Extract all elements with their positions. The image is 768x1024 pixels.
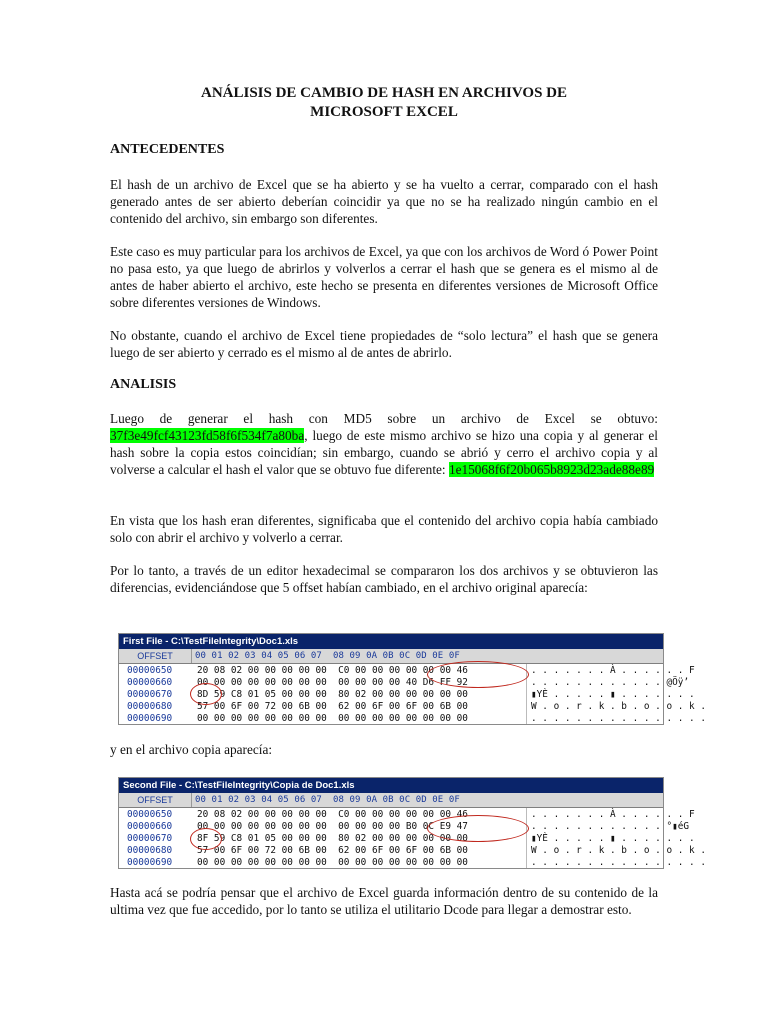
hex-row-bytes: 57 00 6F 00 72 00 6B 00 62 00 6F 00 6F 00 6B 00 xyxy=(197,701,468,712)
paragraph-2-text: Este caso es muy particular para los archivos de Excel, ya que con los archivos de Word ó Power Point no pasa esto, ya que luego de abrirlos y volverlos a cerrar el hash que se genera es el mismo al de antes de haber abierto el archivo, este hecho se presenta en diferentes versiones de Microsoft Office sobre diferentes versiones de Windows. xyxy=(110,244,658,310)
section-antecedentes xyxy=(110,141,658,158)
paragraph-3-text: No obstante, cuando el archivo de Excel tiene propiedades de “solo lectura” el hash que se genera luego de ser abierto y cerrado es el mismo al de antes de abrirlo. xyxy=(110,328,658,360)
hex-view-2-title: Second File - C:\TestFileIntegrity\Copia de Doc1.xls xyxy=(119,778,663,793)
paragraph-5-text: En vista que los hash eran diferentes, significaba que el contenido del archivo copia había cambiado solo con abrir el archivo y volverlo a cerrar. xyxy=(110,513,658,545)
hex-view-1-header xyxy=(119,649,663,664)
hex-row-ascii: . . . . . . . À . . . . . . F xyxy=(531,665,695,676)
hex-row-offset: 00000690 xyxy=(127,857,173,868)
paragraph-2 xyxy=(110,243,658,311)
hex-row-bytes: 00 00 00 00 00 00 00 00 00 00 00 00 40 D6 FF 92 xyxy=(197,677,468,688)
hex-row-ascii: . . . . . . . . . . . . . . . . xyxy=(531,857,706,868)
hex-row-ascii: . . . . . . . À . . . . . . F xyxy=(531,809,695,820)
paragraph-6-text: Por lo tanto, a través de un editor hexadecimal se compararon los dos archivos y se obtuvieron las diferencias, evidenciándose que 5 offset habían cambiado, en el archivo original aparecía: xyxy=(110,563,658,595)
hex-row-offset: 00000650 xyxy=(127,809,173,820)
paragraph-1-text: El hash de un archivo de Excel que se ha abierto y se ha vuelto a cerrar, comparado con el hash generado antes de ser abierto deberían coincidir ya que no se ha realizado ningún cambio en el contenido del archivo, sin embargo son diferentes. xyxy=(110,177,658,226)
paragraph-5 xyxy=(110,512,658,546)
hex-view-2-offset-header: OFFSET xyxy=(119,793,192,807)
highlight-ring-1b xyxy=(190,683,222,705)
hex-row-bytes: 20 08 02 00 00 00 00 00 C0 00 00 00 00 00 00 46 xyxy=(197,809,468,820)
hex-row-ascii: . . . . . . . . . . . . . . . . xyxy=(531,713,706,724)
hex-view-1-column-header: 00 01 02 03 04 05 06 07 08 09 0A 0B 0C 0D 0E 0F xyxy=(195,651,460,661)
hex-view-1-offset-header: OFFSET xyxy=(119,649,192,663)
paragraph-4-part-b: , luego de este mismo archivo se hizo una copia y al generar el hash sobre la copia estos coincidían; sin embargo, cuando se abrió y cerro el archivo copia y al volverse a calcular el hash el valor que se obtuvo fue diferente: xyxy=(110,428,658,477)
hash-modified: 1e15068f6f20b065b8923d23ade88e89 xyxy=(448,462,655,477)
hex-row-ascii: ▮YÈ . . . . . ▮ . . . . . . . xyxy=(531,833,695,844)
hex-view-first-file xyxy=(118,633,706,725)
paragraph-4-part-a: Luego de generar el hash con MD5 sobre un archivo de Excel se obtuvo: xyxy=(110,411,658,426)
hex-row-ascii: . . . . . . . . . . . . °▮éG xyxy=(531,821,690,832)
hex-row-bytes: 00 00 00 00 00 00 00 00 00 00 00 00 00 00 00 00 xyxy=(197,713,468,724)
hex-row-bytes: 00 00 00 00 00 00 00 00 00 00 00 00 B0 0C E9 47 xyxy=(197,821,468,832)
hex-row-ascii: W . o . r . k . b . o . o . k . xyxy=(531,701,706,712)
heading-analisis: ANALISIS xyxy=(110,377,177,392)
hex-row-offset: 00000680 xyxy=(127,845,173,856)
hex-row-offset: 00000670 xyxy=(127,833,173,844)
paragraph-4-text xyxy=(110,410,658,478)
paragraph-3 xyxy=(110,327,658,361)
hex-view-2-header xyxy=(119,793,663,808)
hex-row-ascii: W . o . r . k . b . o . o . k . xyxy=(531,845,706,856)
hash-original: 37f3e49fcf43123fd58f6f534f7a80ba xyxy=(110,428,305,443)
document-title-line-1: ANÁLISIS DE CAMBIO DE HASH EN ARCHIVOS DE xyxy=(200,85,568,101)
hex-row-bytes: 20 08 02 00 00 00 00 00 C0 00 00 00 00 00 00 46 xyxy=(197,665,468,676)
hex-view-second-file xyxy=(118,777,706,869)
hex-row-ascii: ▮YÈ . . . . . ▮ . . . . . . . xyxy=(531,689,695,700)
hex-row-offset: 00000690 xyxy=(127,713,173,724)
hex-view-2-column-header: 00 01 02 03 04 05 06 07 08 09 0A 0B 0C 0D 0E 0F xyxy=(195,795,460,805)
paragraph-4 xyxy=(110,410,658,478)
highlight-ring-2b xyxy=(190,828,222,850)
paragraph-8-text: Hasta acá se podría pensar que el archivo de Excel guarda información dentro de su contenido de la ultima vez que fue accedido, por lo tanto se utiliza el utilitario Dcode para llegar a demostrar esto. xyxy=(110,885,658,917)
paragraph-6 xyxy=(110,562,658,596)
hex-row-offset: 00000650 xyxy=(127,665,173,676)
paragraph-7 xyxy=(110,741,658,758)
document-title-line-2: MICROSOFT EXCEL xyxy=(310,104,458,120)
hex-row-bytes: 57 00 6F 00 72 00 6B 00 62 00 6F 00 6F 00 6B 00 xyxy=(197,845,468,856)
section-analisis xyxy=(110,376,658,393)
paragraph-1 xyxy=(110,176,658,227)
hex-row-ascii: . . . . . . . . . . . . @Öÿ’ xyxy=(531,677,690,688)
hex-view-1-title: First File - C:\TestFileIntegrity\Doc1.xls xyxy=(119,634,663,649)
hex-row-offset: 00000660 xyxy=(127,677,173,688)
hex-row-bytes: 8F 59 C8 01 05 00 00 00 80 02 00 00 00 00 00 00 xyxy=(197,833,468,844)
highlight-ring-1a xyxy=(427,661,529,688)
paragraph-7-text: y en el archivo copia aparecía: xyxy=(110,742,273,757)
document-body xyxy=(110,84,658,122)
hex-row-bytes: 00 00 00 00 00 00 00 00 00 00 00 00 00 00 00 00 xyxy=(197,857,468,868)
hex-row-bytes: 8D 59 C8 01 05 00 00 00 80 02 00 00 00 00 00 00 xyxy=(197,689,468,700)
paragraph-8 xyxy=(110,884,658,918)
hex-row-offset: 00000660 xyxy=(127,821,173,832)
heading-antecedentes: ANTECEDENTES xyxy=(110,142,225,157)
highlight-ring-2a xyxy=(427,815,529,842)
hex-row-offset: 00000680 xyxy=(127,701,173,712)
hex-row-offset: 00000670 xyxy=(127,689,173,700)
